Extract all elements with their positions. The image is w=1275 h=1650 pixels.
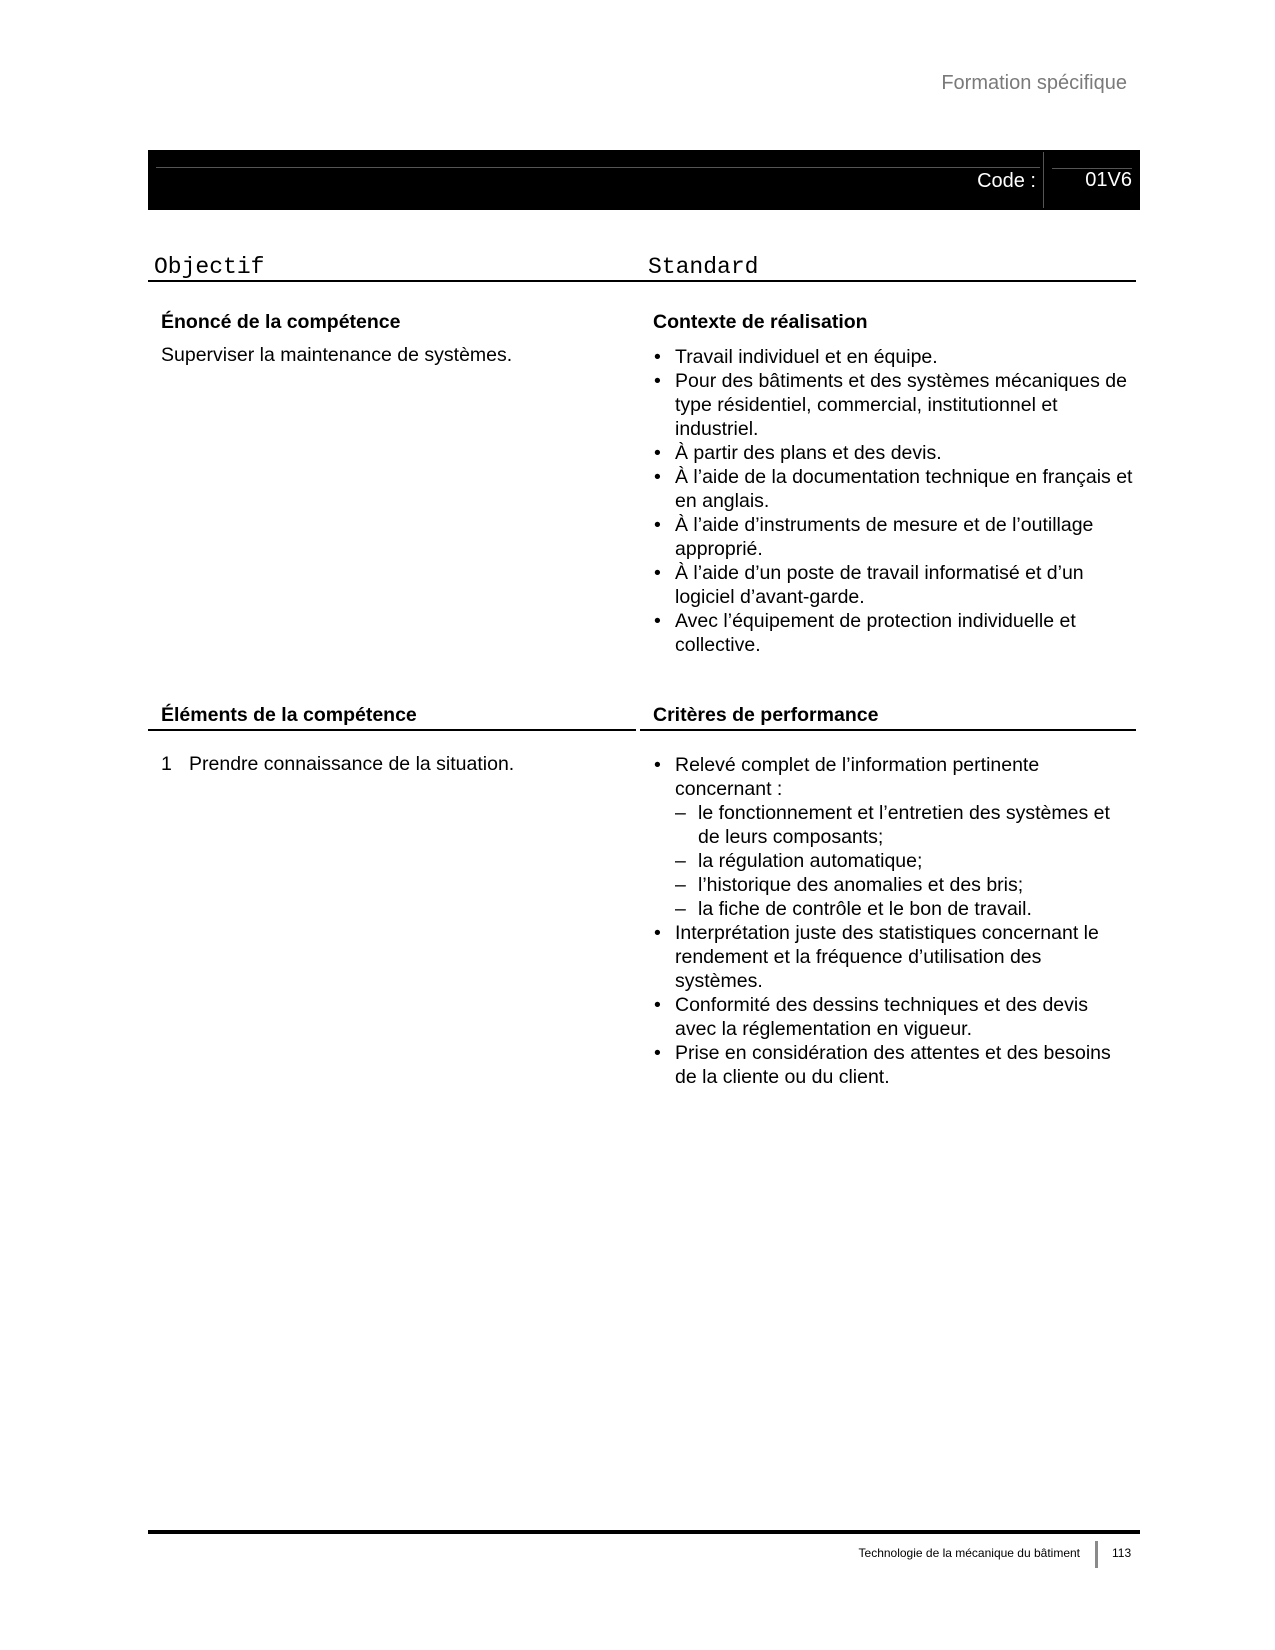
criteres-list (653, 753, 1127, 1089)
list-item: • Interprétation juste des statistiques concernant le rendement et la fréquence d’utilisation des systèmes. (654, 922, 1099, 992)
list-item: • Relevé complet de l’information pertinente concernant : – le fonctionnement et l’entretien des systèmes et de leurs composants; – la régulation automatique; – l’historique des anomalies et des bris; – la fiche de contrôle et le bon de travail. (653, 753, 1127, 921)
code-separator (1043, 152, 1044, 208)
list-item: • Avec l’équipement de protection individuelle et collective. (654, 610, 1076, 656)
sublist-item: – la fiche de contrôle et le bon de travail. (675, 898, 1032, 920)
enonce-text: Superviser la maintenance de systèmes. (161, 344, 513, 366)
element-text: Prendre connaissance de la situation. (189, 753, 515, 775)
title-rule (148, 280, 1136, 282)
page-number: 113 (1112, 1546, 1132, 1560)
sublist-item: – le fonctionnement et l’entretien des systèmes et de leurs composants; (675, 802, 1110, 848)
criteres-sublist (675, 801, 1127, 921)
standard-title: Standard (648, 254, 759, 280)
objectif-title: Objectif (154, 254, 265, 280)
enonce-heading: Énoncé de la compétence (161, 311, 401, 333)
footer-separator (1095, 1541, 1098, 1568)
criteres-heading: Critères de performance (653, 704, 879, 726)
element-number: 1 (161, 753, 172, 775)
elements-rule (148, 729, 636, 731)
sublist-item: – la régulation automatique; (675, 850, 923, 872)
list-item: • Prise en considération des attentes et des besoins de la cliente ou du client. (654, 1042, 1111, 1088)
section-header: Formation spécifique (941, 72, 1127, 94)
code-bar-line (156, 167, 1040, 168)
list-item: • À l’aide de la documentation technique en français et en anglais. (654, 466, 1133, 512)
element-item (161, 752, 621, 776)
list-item: • Pour des bâtiments et des systèmes mécaniques de type résidentiel, commercial, institutionnel et industriel. (654, 370, 1127, 440)
list-item: • Travail individuel et en équipe. (654, 346, 938, 368)
footer-rule (148, 1530, 1140, 1534)
code-bar (148, 150, 1140, 210)
code-value: 01V6 (1052, 168, 1132, 192)
contexte-heading: Contexte de réalisation (653, 311, 868, 333)
contexte-list (653, 345, 1133, 657)
list-item: • À l’aide d’instruments de mesure et de l’outillage approprié. (654, 514, 1094, 560)
criteres-rule (640, 729, 1136, 731)
sublist-item: – l’historique des anomalies et des bris; (675, 874, 1024, 896)
elements-heading: Éléments de la compétence (161, 704, 417, 726)
list-item: • À partir des plans et des devis. (654, 442, 942, 464)
list-item: • À l’aide d’un poste de travail informatisé et d’un logiciel d’avant-garde. (654, 562, 1084, 608)
code-label: Code : (977, 170, 1036, 192)
list-item: • Conformité des dessins techniques et des devis avec la réglementation en vigueur. (654, 994, 1088, 1040)
footer-title: Technologie de la mécanique du bâtiment (858, 1546, 1080, 1560)
